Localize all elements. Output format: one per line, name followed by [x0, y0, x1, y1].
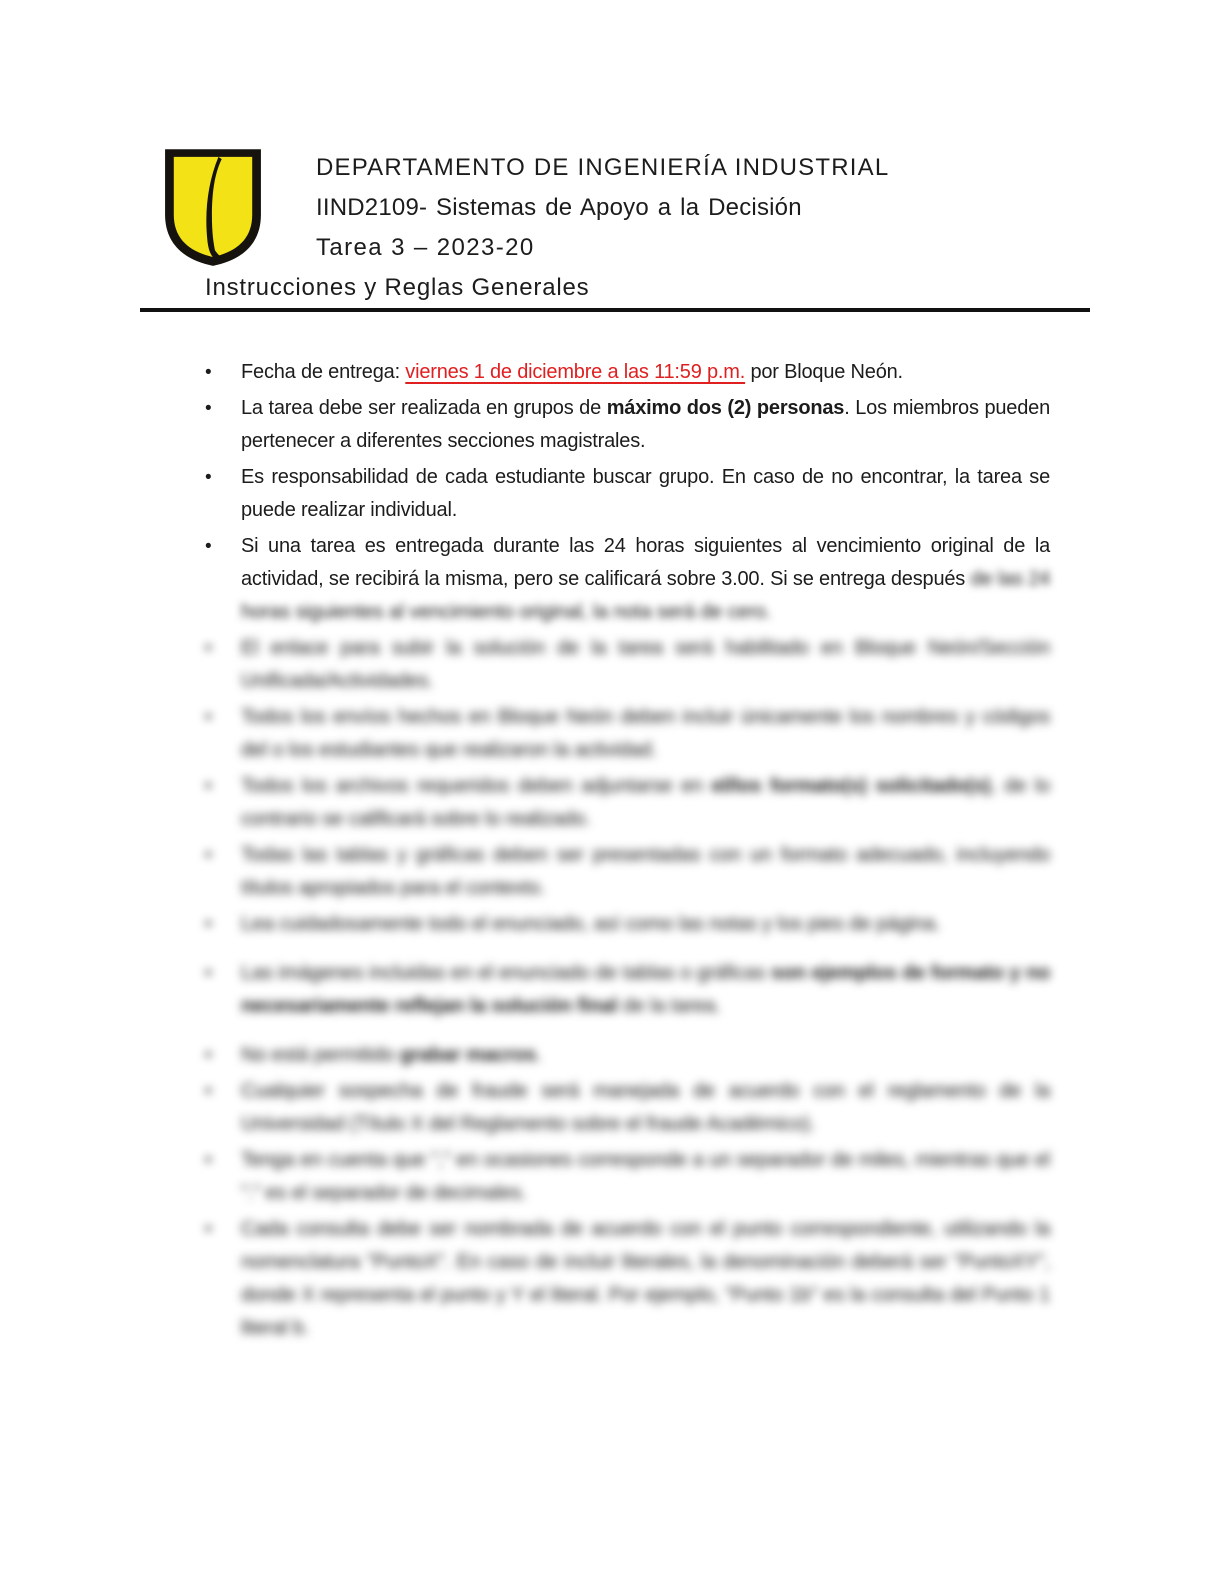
instruction-segment: Las imágenes incluidas en el enunciado de tablas o gráficas — [241, 962, 771, 984]
section-heading: Instrucciones y Reglas Generales — [205, 274, 590, 301]
assignment-title: Tarea 3 – 2023-20 — [316, 234, 535, 261]
instruction-segment: de la tarea. — [617, 995, 721, 1017]
instruction-text — [241, 770, 1050, 836]
instruction-text — [241, 701, 1050, 767]
instruction-segment: El enlace para subir la solución de la tarea será habilitado en Bloque Neón/Sección Unificada/Actividades. — [241, 637, 1050, 692]
instruction-text — [241, 392, 1050, 458]
instruction-text — [241, 1039, 1050, 1072]
instruction-segment: Tenga en cuenta que "," en ocasiones corresponde a un separador de miles, mientras que el "." es el separador de decimales. — [241, 1149, 1050, 1204]
instruction-segment: máximo dos (2) personas — [606, 397, 845, 419]
instruction-segment: Todos los envíos hechos en Bloque Neón deben incluir únicamente los nombres y códigos del o los estudiantes que realizaron la actividad. — [241, 706, 1050, 761]
deadline-text: viernes 1 de diciembre a las 11:59 p.m. — [405, 361, 746, 383]
instruction-segment: No está permitido — [241, 1044, 400, 1066]
bullet-icon: • — [205, 914, 212, 935]
instruction-segment: Es responsabilidad de cada estudiante buscar grupo. En caso de no encontrar, la tarea se puede realizar individual. — [241, 466, 1050, 521]
instruction-segment: el/los formato(s) solicitado(s) — [711, 775, 991, 797]
instruction-text — [241, 461, 1050, 527]
bullet-icon: • — [205, 845, 212, 866]
instruction-item — [205, 957, 1050, 1023]
instructions-list — [205, 356, 1050, 1348]
instruction-segment: . — [536, 1044, 542, 1066]
instruction-text — [241, 1075, 1050, 1141]
instruction-segment: . Los miembros pueden pertenecer a diferentes secciones magistrales. — [241, 397, 1050, 452]
instruction-item — [205, 908, 1050, 941]
bullet-icon: • — [205, 963, 212, 984]
instruction-text — [241, 1144, 1050, 1210]
university-logo — [158, 146, 268, 268]
bullet-icon: • — [205, 362, 212, 383]
instruction-text — [241, 957, 1050, 1023]
instruction-segment: Todos los archivos requeridos deben adjuntarse en — [241, 775, 712, 797]
instruction-item — [205, 1039, 1050, 1072]
department-title: DEPARTAMENTO DE INGENIERÍA INDUSTRIAL — [316, 154, 890, 181]
instruction-text — [241, 632, 1050, 698]
bullet-icon: • — [205, 536, 212, 557]
instruction-item — [205, 356, 1050, 389]
instruction-segment: Fecha de entrega: — [241, 361, 406, 383]
heading-rule — [140, 308, 1090, 312]
instruction-segment: Si una tarea es entregada durante las 24 horas siguientes al vencimiento original de la actividad, se recibirá la misma, pero se calificará sobre 3.00. Si se entrega después — [241, 535, 1050, 590]
shield-icon — [158, 146, 268, 268]
instruction-item — [205, 632, 1050, 698]
instruction-segment: La tarea debe ser realizada en grupos de — [241, 397, 607, 419]
instruction-text — [241, 908, 1050, 941]
bullet-icon: • — [205, 1219, 212, 1240]
instruction-segment: Lea cuidadosamente todo el enunciado, así como las notas y los pies de página. — [241, 913, 941, 935]
instruction-item — [205, 770, 1050, 836]
course-title: IIND2109- Sistemas de Apoyo a la Decisión — [316, 194, 802, 221]
instruction-segment: de las 24 horas siguientes al vencimiento original, la nota será de cero. — [241, 568, 1050, 623]
instruction-item — [205, 530, 1050, 629]
bullet-icon: • — [205, 1081, 212, 1102]
bullet-icon: • — [205, 707, 212, 728]
instruction-item — [205, 1213, 1050, 1345]
instruction-item — [205, 392, 1050, 458]
instruction-segment: por Bloque Neón. — [745, 361, 903, 383]
instruction-text — [241, 839, 1050, 905]
bullet-icon: • — [205, 776, 212, 797]
instruction-segment: Cualquier sospecha de fraude será manejada de acuerdo con el reglamento de la Universidad (Título X del Reglamento sobre el fraude Académico). — [241, 1080, 1050, 1135]
instruction-text — [241, 530, 1050, 629]
bullet-icon: • — [205, 467, 212, 488]
instruction-segment: son ejemplos de formato y no necesariamente reflejan la solución final — [241, 962, 1050, 1017]
instruction-text — [241, 356, 1050, 389]
instruction-text — [241, 1213, 1050, 1345]
instruction-item — [205, 839, 1050, 905]
instruction-item — [205, 1075, 1050, 1141]
instruction-segment: Cada consulta debe ser nombrada de acuerdo con el punto correspondiente, utilizando la nomenclatura "PuntoX". En caso de incluir literales, la denominación deberá ser "PuntoXY", donde X representa el punto y Y el literal. Por ejemplo, "Punto 1b" es la consulta del Punto 1 literal b. — [241, 1218, 1050, 1339]
instruction-item — [205, 461, 1050, 527]
instruction-segment: , de lo contrario se calificará sobre lo realizado. — [241, 775, 1050, 830]
bullet-icon: • — [205, 638, 212, 659]
bullet-icon: • — [205, 398, 212, 419]
bullet-icon: • — [205, 1045, 212, 1066]
document-header — [316, 148, 889, 268]
bullet-icon: • — [205, 1150, 212, 1171]
instruction-segment: Todas las tablas y gráficas deben ser presentadas con un formato adecuado, incluyendo títulos apropiados para el contexto. — [241, 844, 1050, 899]
instruction-item — [205, 701, 1050, 767]
instruction-item — [205, 1144, 1050, 1210]
instruction-segment: grabar macros — [399, 1044, 537, 1066]
